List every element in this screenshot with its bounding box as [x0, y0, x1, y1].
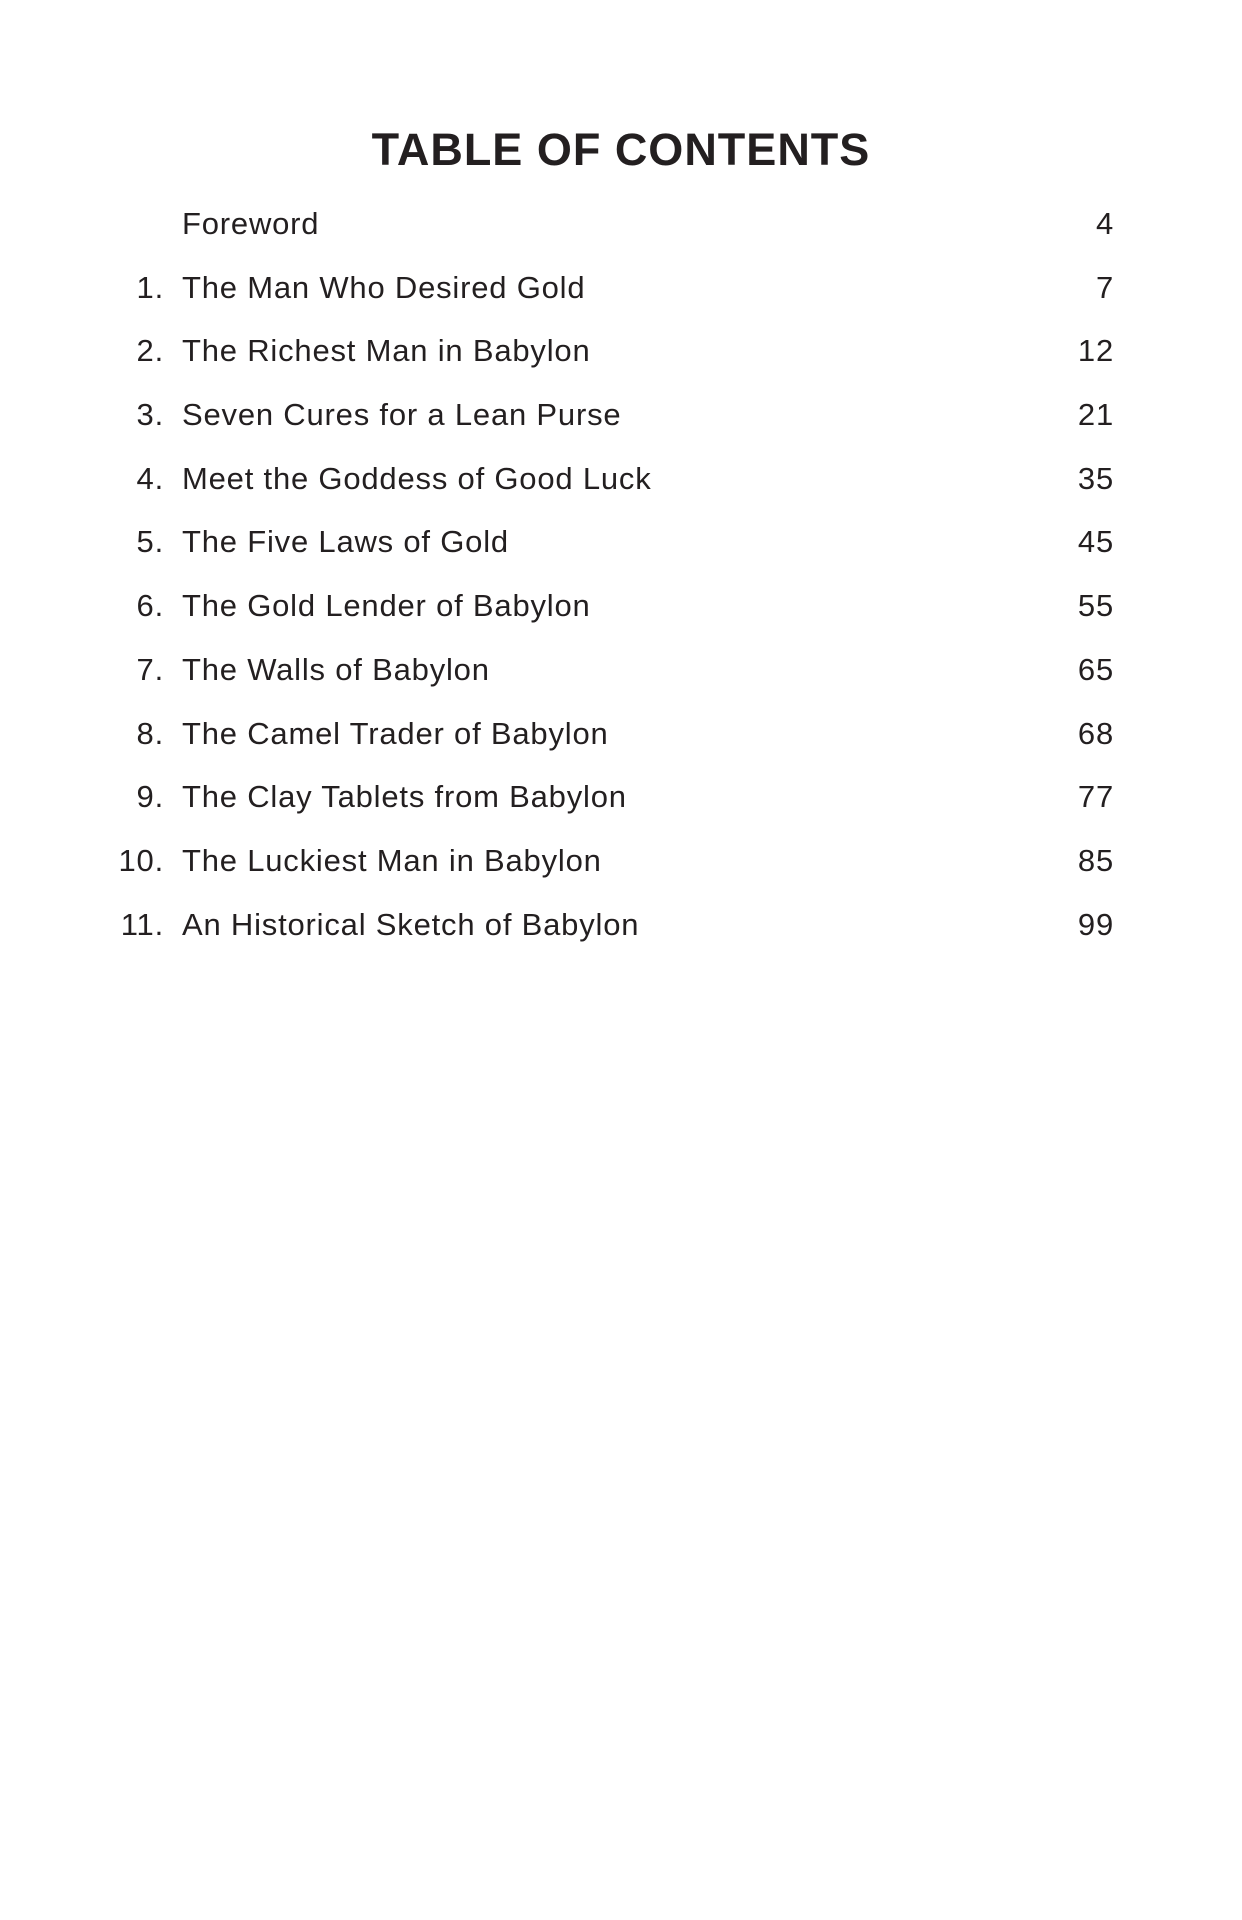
entry-title: The Luckiest Man in Babylon	[182, 842, 602, 878]
entry-title: Meet the Goddess of Good Luck	[182, 460, 652, 496]
toc-entry[interactable]	[0, 524, 1242, 588]
entry-number: 9.	[136, 779, 164, 815]
entry-number: 11.	[120, 906, 164, 942]
entry-page-number: 65	[1077, 651, 1114, 687]
entry-page-number: 55	[1077, 588, 1114, 624]
entry-number: 8.	[136, 715, 164, 751]
toc-entry[interactable]	[0, 716, 1242, 780]
entry-title: Seven Cures for a Lean Purse	[182, 397, 622, 433]
entry-page-number: 7	[1095, 269, 1114, 305]
entry-page-number: 99	[1077, 906, 1114, 942]
page-title: TABLE OF CONTENTS	[371, 124, 871, 175]
entry-number: 3.	[136, 397, 164, 433]
entry-number: 5.	[136, 524, 164, 560]
toc-entry[interactable]	[0, 461, 1242, 525]
toc-entry[interactable]	[0, 652, 1242, 716]
entry-number: 1.	[136, 269, 164, 305]
entry-number: 7.	[136, 651, 164, 687]
entry-title: The Five Laws of Gold	[182, 524, 509, 560]
entry-title: The Man Who Desired Gold	[182, 269, 586, 305]
entry-page-number: 68	[1077, 715, 1114, 751]
toc-entry[interactable]	[0, 333, 1242, 397]
entry-page-number: 85	[1077, 842, 1114, 878]
entry-page-number: 4	[1095, 206, 1114, 241]
entry-title: Foreword	[182, 206, 320, 241]
toc-list	[0, 206, 1242, 970]
entry-title: The Walls of Babylon	[182, 651, 490, 687]
entry-number: 2.	[136, 333, 164, 369]
entry-page-number: 12	[1077, 333, 1114, 369]
entry-number: 4.	[136, 460, 164, 496]
entry-page-number: 45	[1077, 524, 1114, 560]
entry-number: 6.	[136, 588, 164, 624]
entry-page-number: 21	[1077, 397, 1114, 433]
entry-number: 10.	[118, 842, 164, 878]
entry-title: The Richest Man in Babylon	[182, 333, 591, 369]
toc-entry[interactable]	[0, 779, 1242, 843]
entry-title: An Historical Sketch of Babylon	[182, 906, 640, 942]
toc-entry[interactable]	[0, 588, 1242, 652]
entry-title: The Gold Lender of Babylon	[182, 588, 591, 624]
entry-page-number: 35	[1077, 460, 1114, 496]
toc-entry[interactable]	[0, 206, 1242, 270]
toc-entry[interactable]	[0, 907, 1242, 971]
toc-entry[interactable]	[0, 270, 1242, 334]
entry-title: The Clay Tablets from Babylon	[182, 779, 627, 815]
toc-entry[interactable]	[0, 843, 1242, 907]
entry-page-number: 77	[1077, 779, 1114, 815]
toc-entry[interactable]	[0, 397, 1242, 461]
entry-title: The Camel Trader of Babylon	[182, 715, 609, 751]
